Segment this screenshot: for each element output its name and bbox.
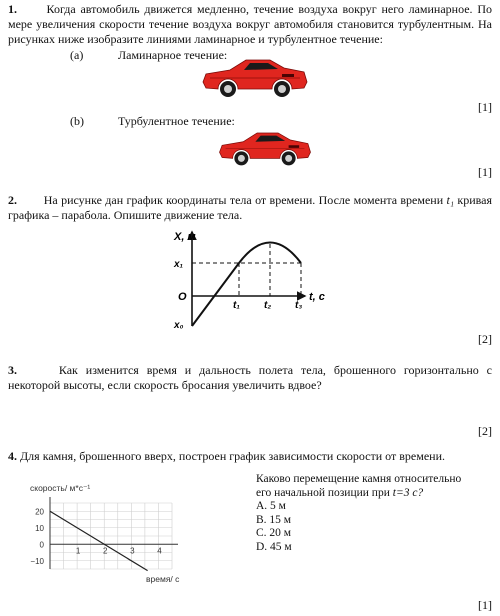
velocity-line — [50, 511, 148, 570]
graph-origin: O — [178, 291, 187, 303]
chart-grid — [50, 503, 172, 569]
turbulent-car-image — [210, 126, 320, 168]
q4-text: Для камня, брошенного вверх, построен график зависимости скорости от времени. — [20, 449, 446, 463]
q1b-text: Турбулентное течение: — [118, 114, 235, 128]
q1-block — [8, 2, 492, 47]
q4-option-c: C. 20 м — [256, 527, 292, 539]
q1a-label: (a) — [70, 48, 84, 62]
graph-x1-label: x₁ — [174, 259, 184, 270]
graph-t3-label: t₃ — [295, 300, 303, 311]
y-tick-label: 10 — [35, 523, 44, 533]
q4-question-prefix: его начальной позиции при — [256, 486, 393, 499]
q1-number: 1. — [8, 2, 17, 16]
graph-t1-label: t₁ — [233, 300, 240, 311]
q4-option-d: D. 45 м — [256, 540, 292, 553]
q2-mark: [2] — [478, 332, 492, 346]
q3-number: 3. — [8, 363, 17, 377]
chart-ylabel: скорость/ м*с⁻¹ — [30, 483, 91, 493]
y-tick-label: 20 — [35, 507, 44, 517]
q3-text: Как изменится время и дальность полета тела, брошенного горизонтально с некоторой высоты, если скорость бросания увеличить вдвое? — [8, 363, 493, 392]
q2-text-after: кривая графика – парабола. Опишите движение тела. — [8, 193, 492, 222]
q2-number: 2. — [8, 193, 17, 207]
q4-question-var: t=3 с? — [392, 486, 424, 499]
graph-curve — [192, 243, 301, 327]
q1a-mark: [1] — [478, 100, 492, 114]
q1b-label: (b) — [70, 114, 84, 128]
q3-mark: [2] — [478, 424, 492, 438]
q1a-text: Ламинарное течение: — [118, 48, 228, 62]
q4-option-a: A. 5 м — [256, 500, 286, 512]
q2-t1-inline: t₁ — [446, 193, 455, 207]
y-tick-label: −10 — [30, 556, 44, 566]
x-tick-label: 3 — [130, 546, 135, 556]
graph-ylabel: X, м — [174, 231, 196, 243]
q1-text: Когда автомобиль движется медленно, течение воздуха вокруг него ламинарное. По мере увеличения скорости течение воздуха вокруг автомобиля становится турбулентным. На рисунках ниже изобразите линиями ламинарное и турбулентное течение: — [8, 2, 492, 46]
q4-question — [256, 473, 486, 554]
q2-block — [8, 193, 492, 223]
y-tick-label: 0 — [39, 540, 44, 550]
q4-mark: [1] — [478, 598, 492, 612]
x-tick-label: 1 — [75, 546, 81, 556]
q1b-mark: [1] — [478, 165, 492, 179]
laminar-car-image — [200, 52, 310, 100]
q2-text-before: На рисунке дан график координаты тела от времени. После момента времени — [43, 193, 447, 207]
graph-x0-label: x₀ — [174, 320, 184, 331]
q4-question-line1: Каково перемещение камня относительно — [256, 473, 462, 485]
q4-option-b: B. 15 м — [256, 513, 292, 526]
velocity-time-chart — [22, 477, 212, 589]
q3-block — [8, 363, 492, 393]
x-tick-label: 4 — [157, 546, 162, 556]
q4-block — [8, 449, 492, 464]
coordinate-time-graph — [170, 226, 340, 336]
q4-number: 4. — [8, 449, 17, 463]
chart-axes — [50, 497, 178, 569]
chart-xlabel: время/ с — [146, 574, 180, 584]
graph-t2-label: t₂ — [264, 300, 272, 311]
chart-series — [50, 511, 148, 570]
q4-question-line2 — [256, 487, 486, 501]
graph-xlabel: t, c — [309, 291, 325, 303]
x-tick-label: 2 — [102, 546, 108, 556]
